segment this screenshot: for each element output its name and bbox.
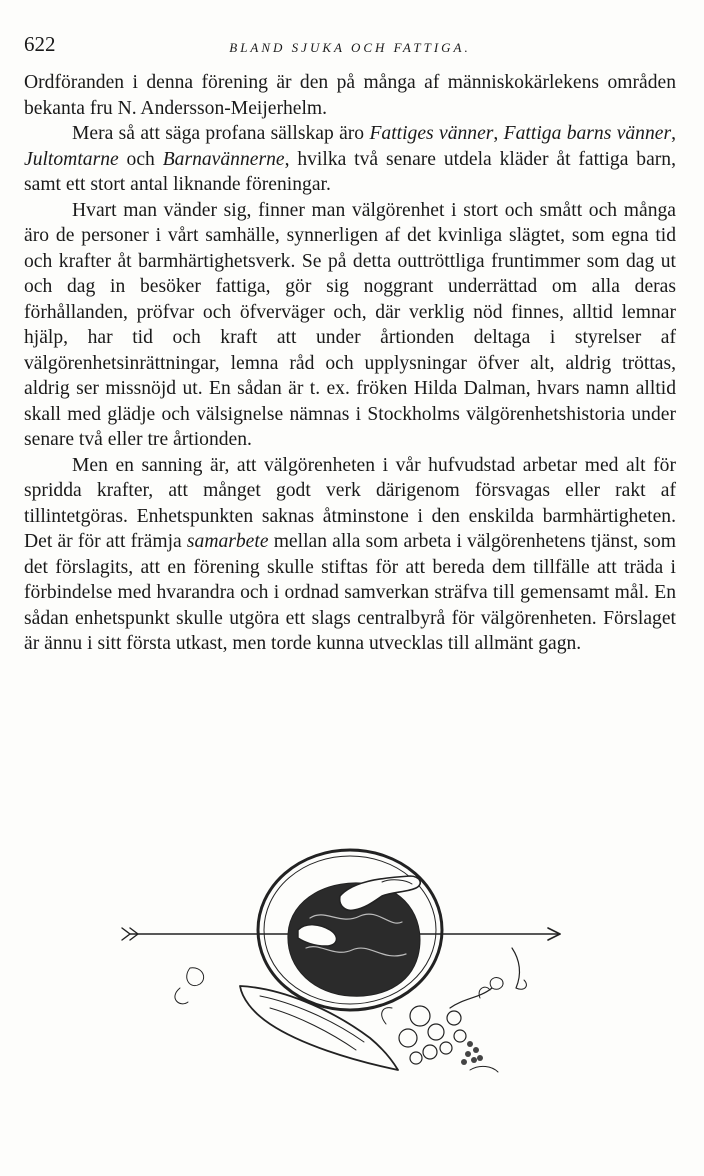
italic-phrase: Jultomtarne <box>24 148 119 170</box>
text-run: Mera så att säga profana sällskap äro <box>72 123 370 144</box>
text-run: mellan alla som arbeta i välgörenhetens tjänst, som det förslagits, att en förening skulle stiftas för att bereda dem tillfälle att träda i förbindelse med hvarandra och i ordnad samverkan sträfva till gemensamt mål. En sådan enhetspunkt skulle utgöra ett slags centralbyrå för välgörenheten. Förslaget är ännu i sitt första utkast, men torde kunna utvecklas till allmänt gagn. <box>24 531 677 654</box>
running-title: BLAND SJUKA OCH FATTIGA. <box>229 40 471 55</box>
text-run: och <box>118 148 163 170</box>
italic-phrase: samarbete <box>186 531 269 552</box>
paragraph <box>24 121 676 198</box>
cornucopia-vignette-icon <box>120 838 580 1078</box>
italic-phrase: Barnavännerne <box>162 148 285 170</box>
italic-phrase: Fattiges vänner <box>369 123 494 144</box>
text-run: , <box>671 123 677 144</box>
paragraph <box>24 198 676 453</box>
page-header <box>24 28 676 58</box>
text-run: Hvart man vänder sig, finner man välgörenhet i stort och smått och många äro de personer i vårt samhälle, synnerligen af det kvinliga slägtet, som egna tid och krafter åt barmhärtighetsverk. Se på detta outtröttliga fruntimmer som dag ut och dag in besöker fattiga, gör sig noggrant underrättad om alla deras förhållanden, pröfvar och öfverväger och, där verklig nöd finnes, alltid lemnar hjälp, har tid och kraft att under årtionden deltaga i styrelser af välgörenhetsinrättningar, lemna råd och upplysningar öfver alt, aldrig tröttas, aldrig ser missnöjd ut. En sådan är t. ex. fröken Hilda Dalman, hvars namn alltid skall med glädje och välsignelse nämnas i Stockholms välgörenhetshistoria under senare två eller tre årtionden. <box>24 199 676 450</box>
text-run: , <box>493 123 504 144</box>
book-page <box>24 28 676 657</box>
body-text <box>24 70 676 657</box>
text-run: Ordföranden i denna förening är den på många af människokärlekens områden bekanta fru N. Andersson-Meijerhelm. <box>24 72 676 119</box>
paragraph <box>24 453 676 657</box>
text-run: , hvilka två senare utdela kläder åt fattiga barn, samt ett stort antal liknande föreningar. <box>24 148 676 195</box>
paragraph <box>24 70 676 121</box>
italic-phrase: Fattiga barns vänner <box>503 123 672 144</box>
page-number: 622 <box>24 32 56 56</box>
text-run: Men en sanning är, att välgörenheten i vår hufvudstad arbetar med alt för spridda krafter, att månget godt verk därigenom försvagas eller rakt af tillintetgöras. Enhetspunkten saknas åtminstone i den enskilda barmhärtigheten. Det är för att främja <box>24 454 676 552</box>
